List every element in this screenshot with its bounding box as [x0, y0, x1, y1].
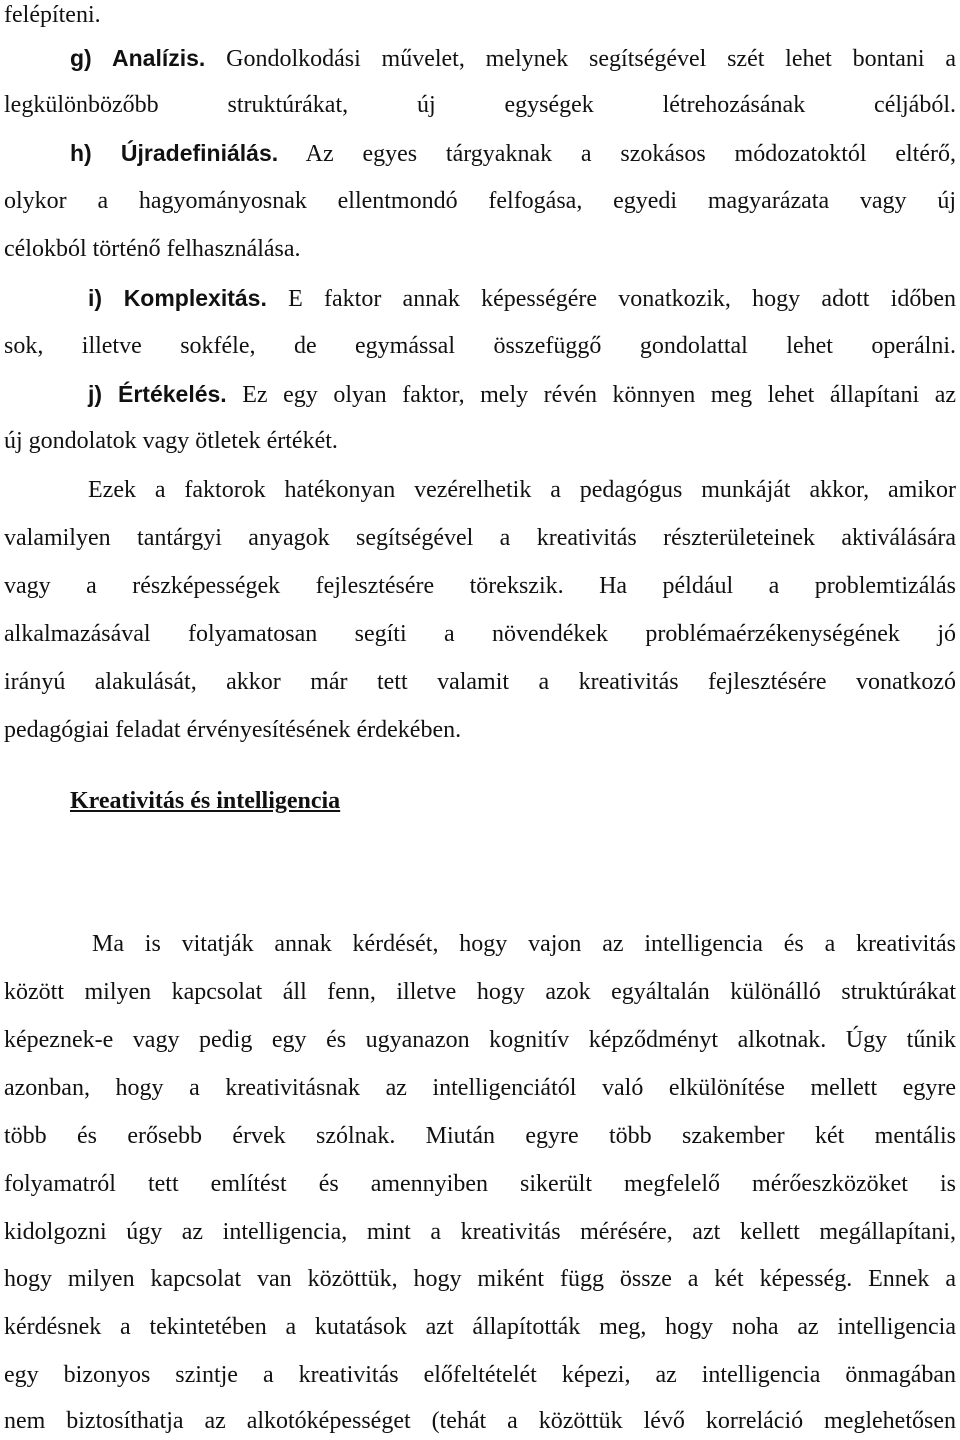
paragraph-line: képeznek-e vagy pedig egy és ugyanazon kognitív képződményt alkotnak. Úgy tűnik	[4, 1027, 956, 1053]
text-line: új gondolatok vagy ötletek értékét.	[4, 428, 338, 454]
paragraph-line: folyamatról tett említést és amennyiben sikerült megfelelő mérőeszközöket is	[4, 1171, 956, 1197]
paragraph-line: vagy a részképességek fejlesztésére törekszik. Ha például a problemtizálás	[4, 573, 956, 599]
text-line: legkülönbözőbb struktúrákat, új egységek létrehozásának céljából.	[4, 92, 956, 118]
term-label: j) Értékelés.	[88, 381, 227, 407]
text-line: Gondolkodási művelet, melynek segítségével szét lehet bontani a	[226, 46, 957, 72]
paragraph-line: pedagógiai feladat érvényesítésének érdekében.	[4, 717, 462, 743]
paragraph-line: kérdésnek a tekintetében a kutatások azt állapították meg, hogy noha az intelligencia	[4, 1314, 956, 1340]
text-line: felépíteni.	[4, 2, 101, 28]
paragraph-line: több és erősebb érvek szólnak. Miután egyre több szakember két mentális	[4, 1123, 956, 1149]
section-heading: Kreativitás és intelligencia	[70, 788, 341, 814]
text-line: olykor a hagyományosnak ellentmondó felfogása, egyedi magyarázata vagy új	[4, 188, 956, 214]
paragraph-line: irányú alakulását, akkor már tett valamit a kreativitás fejlesztésére vonatkozó	[4, 669, 956, 695]
list-item-redefinition	[70, 138, 956, 169]
paragraph-line: Ma is vitatják annak kérdését, hogy vajon az intelligencia és a kreativitás	[92, 931, 956, 957]
text-line: Az egyes tárgyaknak a szokásos módozatoktól eltérő,	[305, 141, 956, 167]
paragraph-line: azonban, hogy a kreativitásnak az intelligenciától való elkülönítése mellett egyre	[4, 1075, 956, 1101]
text-line: Ez egy olyan faktor, mely révén könnyen meg lehet állapítani az	[242, 382, 956, 408]
list-item-evaluation	[88, 379, 956, 410]
list-item-complexity	[88, 283, 956, 314]
paragraph-line: hogy milyen kapcsolat van közöttük, hogy miként függ össze a két képesség. Ennek a	[4, 1266, 956, 1292]
text-line: célokból történő felhasználása.	[4, 236, 301, 262]
paragraph-line: között milyen kapcsolat áll fenn, illetve hogy azok egyáltalán különálló struktúrákat	[4, 979, 956, 1005]
term-label: h) Újradefiniálás.	[70, 140, 279, 166]
text-line: E faktor annak képességére vonatkozik, hogy adott időben	[288, 286, 956, 312]
paragraph-line: kidolgozni úgy az intelligencia, mint a kreativitás mérésére, azt kellett megállapítani,	[4, 1219, 956, 1245]
text-line: sok, illetve sokféle, de egymással összefüggő gondolattal lehet operálni.	[4, 333, 956, 359]
paragraph-line: egy bizonyos szintje a kreativitás előfeltételét képezi, az intelligencia önmagában	[4, 1362, 956, 1388]
term-label: i) Komplexitás.	[88, 285, 267, 311]
paragraph-line: nem biztosíthatja az alkotóképességet (tehát a közöttük lévő korreláció meglehetősen	[4, 1408, 956, 1434]
term-label: g) Analízis.	[70, 45, 206, 71]
paragraph-line: alkalmazásával folyamatosan segíti a növendékek problémaérzékenységének jó	[4, 621, 956, 647]
list-item-analysis	[70, 43, 956, 74]
paragraph-line: Ezek a faktorok hatékonyan vezérelhetik a pedagógus munkáját akkor, amikor	[88, 477, 956, 503]
paragraph-line: valamilyen tantárgyi anyagok segítségével a kreativitás részterületeinek aktiválására	[4, 525, 956, 551]
